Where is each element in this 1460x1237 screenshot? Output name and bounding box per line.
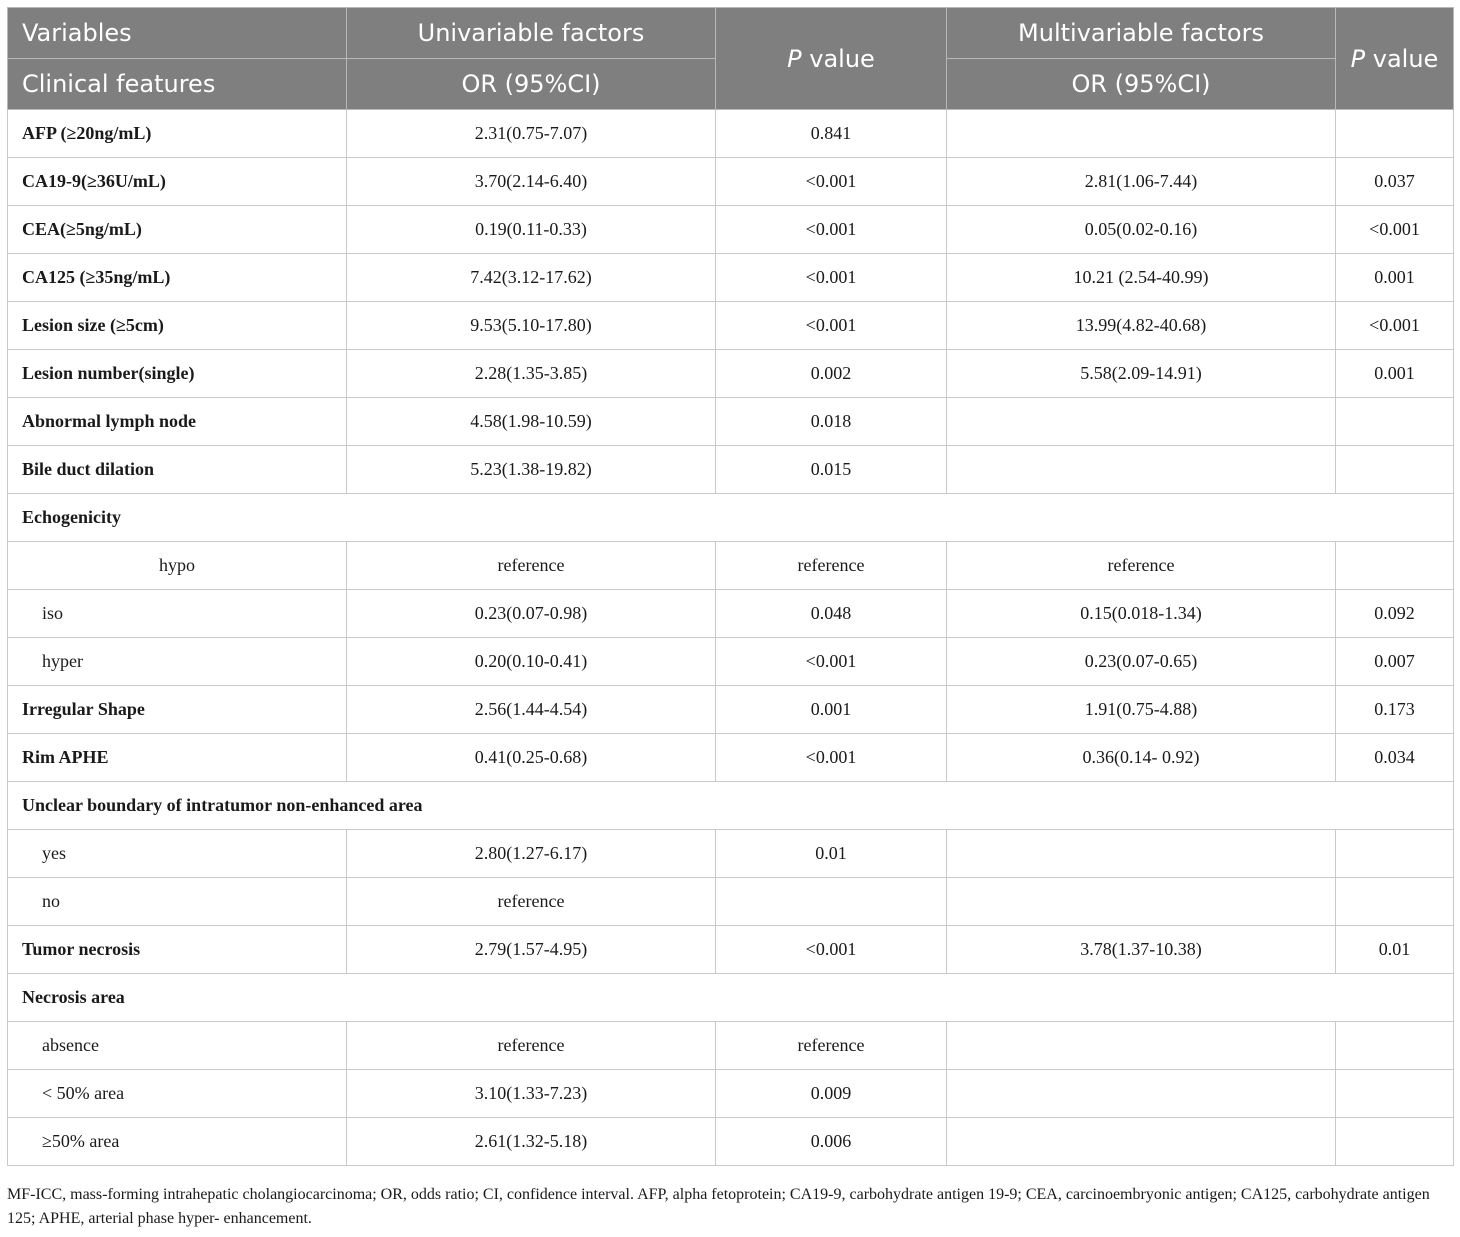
uni-p: 0.006 (716, 1118, 947, 1166)
row-label: CA19-9(≥36U/mL) (8, 158, 347, 206)
uni-or: 4.58(1.98-10.59) (347, 398, 716, 446)
uni-or: 0.19(0.11-0.33) (347, 206, 716, 254)
header-or-ci-multi: OR (95%CI) (947, 59, 1336, 110)
uni-p: 0.01 (716, 830, 947, 878)
multi-p (1336, 398, 1454, 446)
multi-or (947, 878, 1336, 926)
table-row (8, 638, 1454, 686)
multi-p (1336, 446, 1454, 494)
p-rest: value (1365, 44, 1439, 73)
multi-or: 13.99(4.82-40.68) (947, 302, 1336, 350)
uni-or: 2.28(1.35-3.85) (347, 350, 716, 398)
section-row (8, 494, 1454, 542)
table-row (8, 302, 1454, 350)
multi-p (1336, 110, 1454, 158)
row-label: Irregular Shape (8, 686, 347, 734)
multi-p: <0.001 (1336, 302, 1454, 350)
multi-or (947, 830, 1336, 878)
uni-or: 2.61(1.32-5.18) (347, 1118, 716, 1166)
section-label: Echogenicity (8, 494, 1454, 542)
row-label: CA125 (≥35ng/mL) (8, 254, 347, 302)
uni-p: 0.048 (716, 590, 947, 638)
multi-or: 2.81(1.06-7.44) (947, 158, 1336, 206)
multi-or: 5.58(2.09-14.91) (947, 350, 1336, 398)
results-table-container (7, 7, 1453, 1166)
multi-or (947, 1070, 1336, 1118)
multi-or (947, 110, 1336, 158)
header-pvalue-uni (716, 8, 947, 110)
row-label: absence (8, 1022, 347, 1070)
header-univariable: Univariable factors (347, 8, 716, 59)
row-label: hypo (8, 542, 347, 590)
row-label: Bile duct dilation (8, 446, 347, 494)
table-row (8, 398, 1454, 446)
table-row (8, 878, 1454, 926)
uni-p: <0.001 (716, 158, 947, 206)
p-italic: P (1350, 44, 1366, 73)
uni-p: <0.001 (716, 926, 947, 974)
multi-p: 0.092 (1336, 590, 1454, 638)
uni-or: reference (347, 878, 716, 926)
multi-p: 0.01 (1336, 926, 1454, 974)
uni-p: reference (716, 1022, 947, 1070)
uni-or: reference (347, 542, 716, 590)
multi-p (1336, 1070, 1454, 1118)
multi-p: 0.007 (1336, 638, 1454, 686)
table-row (8, 734, 1454, 782)
table-row (8, 830, 1454, 878)
p-italic: P (787, 44, 802, 73)
header-row-1 (8, 8, 1454, 59)
multi-p (1336, 1022, 1454, 1070)
multi-or: 0.15(0.018-1.34) (947, 590, 1336, 638)
table-row (8, 686, 1454, 734)
row-label: AFP (≥20ng/mL) (8, 110, 347, 158)
uni-p: 0.018 (716, 398, 947, 446)
table-row (8, 590, 1454, 638)
table-row (8, 1022, 1454, 1070)
table-row (8, 926, 1454, 974)
uni-p: 0.015 (716, 446, 947, 494)
table-footnote: MF-ICC, mass-forming intrahepatic cholangiocarcinoma; OR, odds ratio; CI, confidence interval. AFP, alpha fetoprotein; CA19-9, carbohydrate antigen 19-9; CEA, carcinoembryonic antigen; CA125, carbohydrate antigen 125; APHE, arterial phase hyper- enhancement. (7, 1186, 1430, 1227)
uni-p: <0.001 (716, 254, 947, 302)
multi-or: 3.78(1.37-10.38) (947, 926, 1336, 974)
multi-p: 0.001 (1336, 254, 1454, 302)
header-or-ci-uni: OR (95%CI) (347, 59, 716, 110)
row-label: hyper (8, 638, 347, 686)
uni-or: 3.10(1.33-7.23) (347, 1070, 716, 1118)
uni-or: 2.31(0.75-7.07) (347, 110, 716, 158)
multi-p: 0.034 (1336, 734, 1454, 782)
table-row (8, 1070, 1454, 1118)
uni-or: 0.41(0.25-0.68) (347, 734, 716, 782)
table-row (8, 254, 1454, 302)
uni-p: <0.001 (716, 302, 947, 350)
multi-p (1336, 878, 1454, 926)
uni-p: reference (716, 542, 947, 590)
uni-p: 0.841 (716, 110, 947, 158)
row-label: Tumor necrosis (8, 926, 347, 974)
uni-p: 0.001 (716, 686, 947, 734)
multi-or: reference (947, 542, 1336, 590)
uni-or: 0.23(0.07-0.98) (347, 590, 716, 638)
uni-p: <0.001 (716, 734, 947, 782)
row-label: Lesion size (≥5cm) (8, 302, 347, 350)
row-label: yes (8, 830, 347, 878)
row-label: Abnormal lymph node (8, 398, 347, 446)
uni-or: 2.79(1.57-4.95) (347, 926, 716, 974)
uni-or: 3.70(2.14-6.40) (347, 158, 716, 206)
multi-or (947, 1022, 1336, 1070)
section-row (8, 974, 1454, 1022)
multi-p (1336, 1118, 1454, 1166)
multi-or (947, 446, 1336, 494)
section-label: Necrosis area (8, 974, 1454, 1022)
row-label: iso (8, 590, 347, 638)
table-row (8, 350, 1454, 398)
table-row (8, 446, 1454, 494)
section-label: Unclear boundary of intratumor non-enhanced area (8, 782, 1454, 830)
multi-p (1336, 830, 1454, 878)
table-row (8, 158, 1454, 206)
multi-or: 10.21 (2.54-40.99) (947, 254, 1336, 302)
multi-or (947, 1118, 1336, 1166)
table-row (8, 110, 1454, 158)
uni-or: 7.42(3.12-17.62) (347, 254, 716, 302)
row-label: no (8, 878, 347, 926)
row-label: Lesion number(single) (8, 350, 347, 398)
p-rest: value (801, 44, 875, 73)
uni-p: <0.001 (716, 638, 947, 686)
table-row (8, 1118, 1454, 1166)
uni-or: 5.23(1.38-19.82) (347, 446, 716, 494)
header-pvalue-multi (1336, 8, 1454, 110)
uni-p: 0.002 (716, 350, 947, 398)
uni-p: 0.009 (716, 1070, 947, 1118)
multi-or: 0.23(0.07-0.65) (947, 638, 1336, 686)
header-multivariable: Multivariable factors (947, 8, 1336, 59)
uni-p: <0.001 (716, 206, 947, 254)
table-row (8, 542, 1454, 590)
uni-or: 2.80(1.27-6.17) (347, 830, 716, 878)
multi-p: 0.173 (1336, 686, 1454, 734)
multi-or: 0.36(0.14- 0.92) (947, 734, 1336, 782)
row-label: < 50% area (8, 1070, 347, 1118)
row-label: Rim APHE (8, 734, 347, 782)
regression-table (7, 7, 1454, 1166)
row-label: ≥50% area (8, 1118, 347, 1166)
multi-p: 0.001 (1336, 350, 1454, 398)
multi-or: 1.91(0.75-4.88) (947, 686, 1336, 734)
uni-or: reference (347, 1022, 716, 1070)
header-variables: Variables (8, 8, 347, 59)
uni-or: 2.56(1.44-4.54) (347, 686, 716, 734)
uni-or: 0.20(0.10-0.41) (347, 638, 716, 686)
section-row (8, 782, 1454, 830)
multi-p (1336, 542, 1454, 590)
multi-or (947, 398, 1336, 446)
multi-p: <0.001 (1336, 206, 1454, 254)
multi-or: 0.05(0.02-0.16) (947, 206, 1336, 254)
row-label: CEA(≥5ng/mL) (8, 206, 347, 254)
table-row (8, 206, 1454, 254)
multi-p: 0.037 (1336, 158, 1454, 206)
uni-p (716, 878, 947, 926)
header-clinical-features: Clinical features (8, 59, 347, 110)
uni-or: 9.53(5.10-17.80) (347, 302, 716, 350)
